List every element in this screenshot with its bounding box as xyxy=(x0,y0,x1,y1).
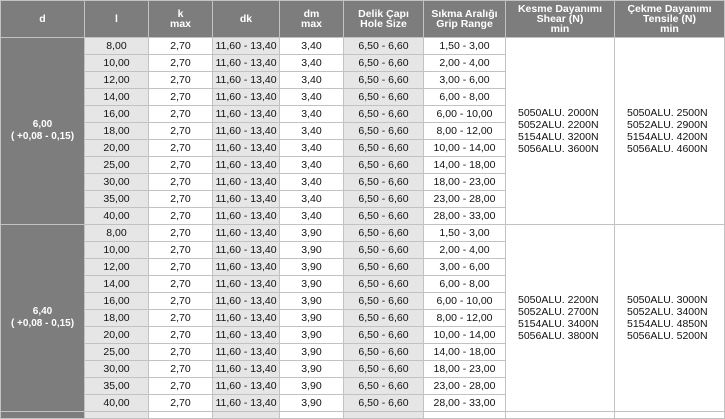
diameter-cell xyxy=(1,38,85,225)
diameter-line: 6,40 xyxy=(32,306,53,317)
cell-grip-range: 28,00 - 33,00 xyxy=(424,208,506,225)
tensile-value: 5154ALU. 4850N xyxy=(627,318,708,330)
cell-dm-max: 3,90 xyxy=(280,395,344,412)
cell-dk: 11,60 - 13,40 xyxy=(213,140,280,157)
cell-dk: 11,60 - 13,40 xyxy=(213,378,280,395)
continuation-cell xyxy=(344,412,424,419)
header-line: Grip Range xyxy=(436,18,493,30)
cell-k-max: 2,70 xyxy=(149,191,213,208)
cell-hole-size: 6,50 - 6,60 xyxy=(344,208,424,225)
header-d xyxy=(1,1,85,38)
continuation-cell xyxy=(149,412,213,419)
cell-k-max: 2,70 xyxy=(149,361,213,378)
cell-l: 40,00 xyxy=(85,208,149,225)
cell-dm-max: 3,40 xyxy=(280,72,344,89)
tensile-value: 5056ALU. 4600N xyxy=(627,143,708,155)
cell-hole-size: 6,50 - 6,60 xyxy=(344,72,424,89)
cell-l: 40,00 xyxy=(85,395,149,412)
header-line: d xyxy=(39,13,46,25)
cell-k-max: 2,70 xyxy=(149,310,213,327)
diameter-cell xyxy=(1,225,85,412)
cell-dm-max: 3,90 xyxy=(280,327,344,344)
cell-dk: 11,60 - 13,40 xyxy=(213,72,280,89)
cell-dk: 11,60 - 13,40 xyxy=(213,395,280,412)
cell-k-max: 2,70 xyxy=(149,208,213,225)
cell-k-max: 2,70 xyxy=(149,225,213,242)
cell-hole-size: 6,50 - 6,60 xyxy=(344,361,424,378)
cell-l: 25,00 xyxy=(85,157,149,174)
cell-dm-max: 3,40 xyxy=(280,157,344,174)
cell-grip-range: 10,00 - 14,00 xyxy=(424,327,506,344)
header-dm-max xyxy=(280,1,344,38)
cell-hole-size: 6,50 - 6,60 xyxy=(344,259,424,276)
cell-l: 10,00 xyxy=(85,242,149,259)
cell-hole-size: 6,50 - 6,60 xyxy=(344,310,424,327)
cell-hole-size: 6,50 - 6,60 xyxy=(344,395,424,412)
header-line: Delik Çapı xyxy=(358,8,409,20)
cell-grip-range: 1,50 - 3,00 xyxy=(424,225,506,242)
cell-grip-range: 18,00 - 23,00 xyxy=(424,361,506,378)
cell-dk: 11,60 - 13,40 xyxy=(213,106,280,123)
header-line: max xyxy=(169,18,191,30)
cell-l: 18,00 xyxy=(85,310,149,327)
table-row xyxy=(1,225,725,242)
cell-grip-range: 14,00 - 18,00 xyxy=(424,157,506,174)
continuation-cell xyxy=(615,412,725,419)
cell-k-max: 2,70 xyxy=(149,259,213,276)
continuation-cell xyxy=(424,412,506,419)
shear-value: 5154ALU. 3400N xyxy=(518,318,599,330)
cell-l: 16,00 xyxy=(85,106,149,123)
cell-dk: 11,60 - 13,40 xyxy=(213,361,280,378)
shear-value: 5056ALU. 3600N xyxy=(518,143,599,155)
cell-hole-size: 6,50 - 6,60 xyxy=(344,378,424,395)
tensile-value: 5154ALU. 4200N xyxy=(627,131,708,143)
cell-k-max: 2,70 xyxy=(149,38,213,55)
diameter-line: ( +0,08 - 0,15) xyxy=(10,318,75,329)
cell-grip-range: 28,00 - 33,00 xyxy=(424,395,506,412)
cell-dm-max: 3,40 xyxy=(280,174,344,191)
table-header xyxy=(1,1,725,38)
header-line: max xyxy=(300,18,322,30)
cell-l: 12,00 xyxy=(85,72,149,89)
tensile-strength-cell xyxy=(615,225,725,412)
cell-grip-range: 6,00 - 8,00 xyxy=(424,276,506,293)
cell-grip-range: 14,00 - 18,00 xyxy=(424,344,506,361)
cell-l: 12,00 xyxy=(85,259,149,276)
shear-strength-cell xyxy=(506,225,615,412)
shear-value: 5056ALU. 3800N xyxy=(518,330,599,342)
cell-k-max: 2,70 xyxy=(149,123,213,140)
cell-hole-size: 6,50 - 6,60 xyxy=(344,89,424,106)
cell-dm-max: 3,40 xyxy=(280,55,344,72)
shear-strength-cell xyxy=(506,38,615,225)
cell-k-max: 2,70 xyxy=(149,242,213,259)
tensile-value: 5052ALU. 3400N xyxy=(627,306,708,318)
cell-k-max: 2,70 xyxy=(149,327,213,344)
cell-dk: 11,60 - 13,40 xyxy=(213,174,280,191)
cell-dm-max: 3,90 xyxy=(280,378,344,395)
cell-dm-max: 3,40 xyxy=(280,123,344,140)
header-line: Tensile (N) xyxy=(643,13,696,25)
tensile-strength-cell xyxy=(615,38,725,225)
cell-k-max: 2,70 xyxy=(149,140,213,157)
tensile-value: 5050ALU. 3000N xyxy=(627,294,708,306)
cell-l: 30,00 xyxy=(85,174,149,191)
cell-hole-size: 6,50 - 6,60 xyxy=(344,140,424,157)
header-line: Kesme Dayanımı xyxy=(517,3,603,15)
cell-hole-size: 6,50 - 6,60 xyxy=(344,38,424,55)
cell-grip-range: 23,00 - 28,00 xyxy=(424,191,506,208)
cell-hole-size: 6,50 - 6,60 xyxy=(344,276,424,293)
header-line: k xyxy=(177,8,184,20)
cell-dk: 11,60 - 13,40 xyxy=(213,157,280,174)
cell-dm-max: 3,40 xyxy=(280,106,344,123)
cell-grip-range: 6,00 - 8,00 xyxy=(424,89,506,106)
shear-value: 5052ALU. 2700N xyxy=(518,306,599,318)
cell-k-max: 2,70 xyxy=(149,378,213,395)
header-dk xyxy=(213,1,280,38)
cell-l: 8,00 xyxy=(85,38,149,55)
cell-dk: 11,60 - 13,40 xyxy=(213,242,280,259)
cell-hole-size: 6,50 - 6,60 xyxy=(344,123,424,140)
cell-dk: 11,60 - 13,40 xyxy=(213,259,280,276)
header-line: dm xyxy=(303,8,320,20)
header-tensile xyxy=(615,1,725,38)
cell-k-max: 2,70 xyxy=(149,106,213,123)
cell-grip-range: 3,00 - 6,00 xyxy=(424,259,506,276)
cell-grip-range: 3,00 - 6,00 xyxy=(424,72,506,89)
header-line: Hole Size xyxy=(360,18,407,30)
table-row-continuation xyxy=(1,412,725,419)
continuation-cell xyxy=(1,412,85,419)
cell-grip-range: 1,50 - 3,00 xyxy=(424,38,506,55)
header-line: dk xyxy=(239,13,253,25)
cell-grip-range: 8,00 - 12,00 xyxy=(424,310,506,327)
cell-l: 18,00 xyxy=(85,123,149,140)
tensile-value: 5052ALU. 2900N xyxy=(627,119,708,131)
cell-grip-range: 6,00 - 10,00 xyxy=(424,293,506,310)
cell-dk: 11,60 - 13,40 xyxy=(213,310,280,327)
table-row xyxy=(1,38,725,55)
cell-dk: 11,60 - 13,40 xyxy=(213,327,280,344)
header-l xyxy=(85,1,149,38)
cell-l: 14,00 xyxy=(85,89,149,106)
header-line: min xyxy=(550,23,570,35)
header-shear xyxy=(506,1,615,38)
cell-k-max: 2,70 xyxy=(149,276,213,293)
cell-hole-size: 6,50 - 6,60 xyxy=(344,242,424,259)
diameter-line: 6,00 xyxy=(32,119,53,130)
header-line: Sıkma Aralığı xyxy=(431,8,498,20)
header-line: Çekme Dayanımı xyxy=(627,3,712,15)
cell-dm-max: 3,90 xyxy=(280,310,344,327)
cell-dm-max: 3,40 xyxy=(280,208,344,225)
table-body xyxy=(1,38,725,419)
tensile-value: 5050ALU. 2500N xyxy=(627,107,708,119)
cell-dk: 11,60 - 13,40 xyxy=(213,191,280,208)
cell-grip-range: 2,00 - 4,00 xyxy=(424,242,506,259)
header-hole-size xyxy=(344,1,424,38)
cell-hole-size: 6,50 - 6,60 xyxy=(344,174,424,191)
cell-l: 14,00 xyxy=(85,276,149,293)
cell-dk: 11,60 - 13,40 xyxy=(213,123,280,140)
cell-dm-max: 3,40 xyxy=(280,89,344,106)
cell-k-max: 2,70 xyxy=(149,344,213,361)
cell-dk: 11,60 - 13,40 xyxy=(213,276,280,293)
cell-grip-range: 8,00 - 12,00 xyxy=(424,123,506,140)
cell-dm-max: 3,40 xyxy=(280,140,344,157)
cell-hole-size: 6,50 - 6,60 xyxy=(344,327,424,344)
cell-k-max: 2,70 xyxy=(149,395,213,412)
cell-dm-max: 3,90 xyxy=(280,293,344,310)
cell-dk: 11,60 - 13,40 xyxy=(213,208,280,225)
cell-dk: 11,60 - 13,40 xyxy=(213,89,280,106)
cell-hole-size: 6,50 - 6,60 xyxy=(344,157,424,174)
cell-hole-size: 6,50 - 6,60 xyxy=(344,293,424,310)
header-k-max xyxy=(149,1,213,38)
header-line: min xyxy=(660,23,679,35)
cell-k-max: 2,70 xyxy=(149,174,213,191)
cell-grip-range: 10,00 - 14,00 xyxy=(424,140,506,157)
cell-l: 10,00 xyxy=(85,55,149,72)
cell-l: 8,00 xyxy=(85,225,149,242)
cell-k-max: 2,70 xyxy=(149,157,213,174)
shear-value: 5050ALU. 2200N xyxy=(518,294,599,306)
cell-k-max: 2,70 xyxy=(149,89,213,106)
cell-dm-max: 3,90 xyxy=(280,242,344,259)
cell-grip-range: 2,00 - 4,00 xyxy=(424,55,506,72)
cell-grip-range: 18,00 - 23,00 xyxy=(424,174,506,191)
cell-k-max: 2,70 xyxy=(149,55,213,72)
cell-dk: 11,60 - 13,40 xyxy=(213,38,280,55)
shear-value: 5154ALU. 3200N xyxy=(518,131,599,143)
cell-hole-size: 6,50 - 6,60 xyxy=(344,55,424,72)
cell-dm-max: 3,90 xyxy=(280,361,344,378)
cell-dm-max: 3,40 xyxy=(280,38,344,55)
cell-dk: 11,60 - 13,40 xyxy=(213,293,280,310)
cell-hole-size: 6,50 - 6,60 xyxy=(344,106,424,123)
header-line: Shear (N) xyxy=(536,13,584,25)
continuation-cell xyxy=(213,412,280,419)
shear-value: 5050ALU. 2000N xyxy=(518,107,599,119)
cell-l: 25,00 xyxy=(85,344,149,361)
cell-dk: 11,60 - 13,40 xyxy=(213,344,280,361)
cell-dm-max: 3,40 xyxy=(280,191,344,208)
cell-grip-range: 23,00 - 28,00 xyxy=(424,378,506,395)
shear-value: 5052ALU. 2200N xyxy=(518,119,599,131)
cell-dk: 11,60 - 13,40 xyxy=(213,225,280,242)
cell-hole-size: 6,50 - 6,60 xyxy=(344,225,424,242)
cell-grip-range: 6,00 - 10,00 xyxy=(424,106,506,123)
cell-l: 20,00 xyxy=(85,140,149,157)
cell-l: 35,00 xyxy=(85,191,149,208)
cell-l: 30,00 xyxy=(85,361,149,378)
cell-dm-max: 3,90 xyxy=(280,344,344,361)
cell-k-max: 2,70 xyxy=(149,72,213,89)
cell-dm-max: 3,90 xyxy=(280,259,344,276)
tensile-value: 5056ALU. 5200N xyxy=(627,330,708,342)
cell-hole-size: 6,50 - 6,60 xyxy=(344,344,424,361)
cell-l: 16,00 xyxy=(85,293,149,310)
diameter-line: ( +0,08 - 0,15) xyxy=(10,131,75,142)
continuation-cell xyxy=(506,412,615,419)
cell-dm-max: 3,90 xyxy=(280,276,344,293)
cell-l: 20,00 xyxy=(85,327,149,344)
continuation-cell xyxy=(280,412,344,419)
header-row xyxy=(1,1,725,38)
cell-k-max: 2,70 xyxy=(149,293,213,310)
cell-l: 35,00 xyxy=(85,378,149,395)
continuation-cell xyxy=(85,412,149,419)
cell-hole-size: 6,50 - 6,60 xyxy=(344,191,424,208)
header-line: l xyxy=(115,13,118,25)
cell-dk: 11,60 - 13,40 xyxy=(213,55,280,72)
cell-dm-max: 3,90 xyxy=(280,225,344,242)
header-grip-range xyxy=(424,1,506,38)
